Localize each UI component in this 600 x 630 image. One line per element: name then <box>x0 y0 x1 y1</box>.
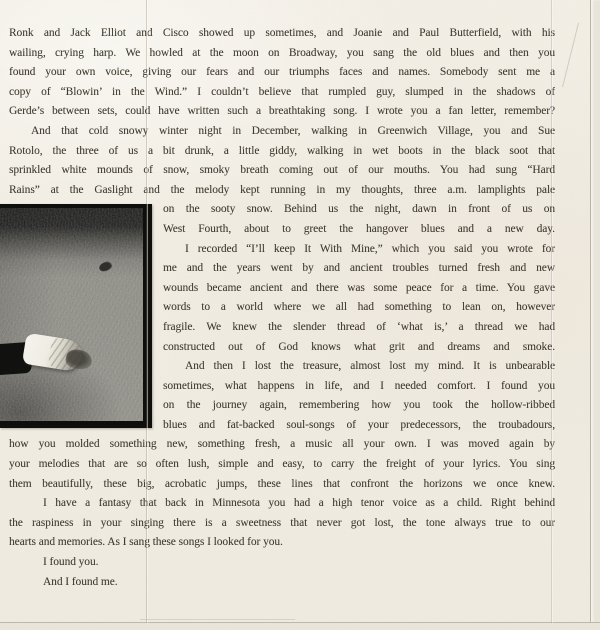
scan-edge-bottom <box>0 622 600 630</box>
text-line: And then I lost the treasure, almost lost my mind. It is unbearable <box>185 360 555 373</box>
text-line: hearts and memories. As I sang these songs I looked for you. <box>9 536 283 549</box>
text-line: how you molded something new, something fresh, a music all your own. I was moved again by <box>9 438 555 451</box>
text-line: them beautifully, these big, acrobatic jumps, these lines that confront the horizons we once knew. <box>9 477 555 490</box>
text-line: I recorded “I’ll keep It With Mine,” which you said you wrote for <box>185 242 555 255</box>
text-line: wounds became ancient and there was some peace for a time. You gave <box>163 281 555 294</box>
text-line: wailing, crying harp. We howled at the moon on Broadway, you sang the old blues and then you <box>9 46 555 59</box>
faint-crease-bottom <box>140 619 295 620</box>
text-line: copy of “Blowin’ in the Wind.” I couldn’t believe that rumpled guy, slumped in the shadows of <box>9 85 555 98</box>
text-line: on the journey again, remembering how you took the hollow-ribbed <box>163 399 555 412</box>
text-line: blues and fat-backed soul-songs of your predecessors, the troubadours, <box>163 418 555 431</box>
text-section-bottom <box>9 435 555 592</box>
scan-edge-right <box>590 0 600 630</box>
text-line: And that cold snowy winter night in December, walking in Greenwich Village, you and Sue <box>31 124 555 137</box>
text-line: Gerde’s between sets, could have written such a breathtaking song. I wrote you a fan letter, remember? <box>9 105 555 118</box>
diagonal-crease-top-right <box>562 23 579 87</box>
text-line: sometimes, what happens in life, and I needed comfort. I found you <box>163 379 555 392</box>
text-line: I found you. <box>43 556 99 569</box>
liner-notes-text <box>9 24 555 592</box>
text-line: Rains” at the Gaslight and the melody kept running in my thoughts, three a.m. lamplights pale <box>9 183 555 196</box>
text-line: fragile. We knew the slender thread of ‘what is,’ a thread we had <box>163 320 555 333</box>
text-section-top <box>9 24 555 200</box>
text-line: Rotolo, the three of us a bit drunk, a little giddy, walking in wet boots in the black soot that <box>9 144 555 157</box>
text-section-beside-photo <box>163 200 555 435</box>
text-line: the raspiness in your singing there is a sweetness that never got lost, the tone always true to our <box>9 516 555 529</box>
text-line: And I found me. <box>43 575 118 588</box>
text-line: constructed out of God knows what grit and dreams and smoke. <box>163 340 555 353</box>
text-line: I have a fantasy that back in Minnesota you had a high tenor voice as a child. Right behind <box>43 497 555 510</box>
text-line: me and the years went by and ancient troubles turned fresh and new <box>163 262 555 275</box>
text-line: words to a world where we all had something to lean on, however <box>163 301 555 314</box>
text-line: your melodies that are so often lush, simple and easy, to carry the freight of your lyrics. You sing <box>9 458 555 471</box>
text-line: sprinkled white mounds of snow, smoky breath coming out of our mouths. You had sung “Hard <box>9 164 555 177</box>
text-line: found your own voice, giving our fears and our triumphs faces and names. Somebody sent me a <box>9 66 555 79</box>
text-line: Ronk and Jack Elliot and Cisco showed up sometimes, and Joanie and Paul Butterfield, with his <box>9 27 555 39</box>
text-line: West Fourth, about to greet the hangover blues and a new day. <box>163 222 555 235</box>
text-line: on the sooty snow. Behind us the night, dawn in front of us on <box>163 203 555 216</box>
